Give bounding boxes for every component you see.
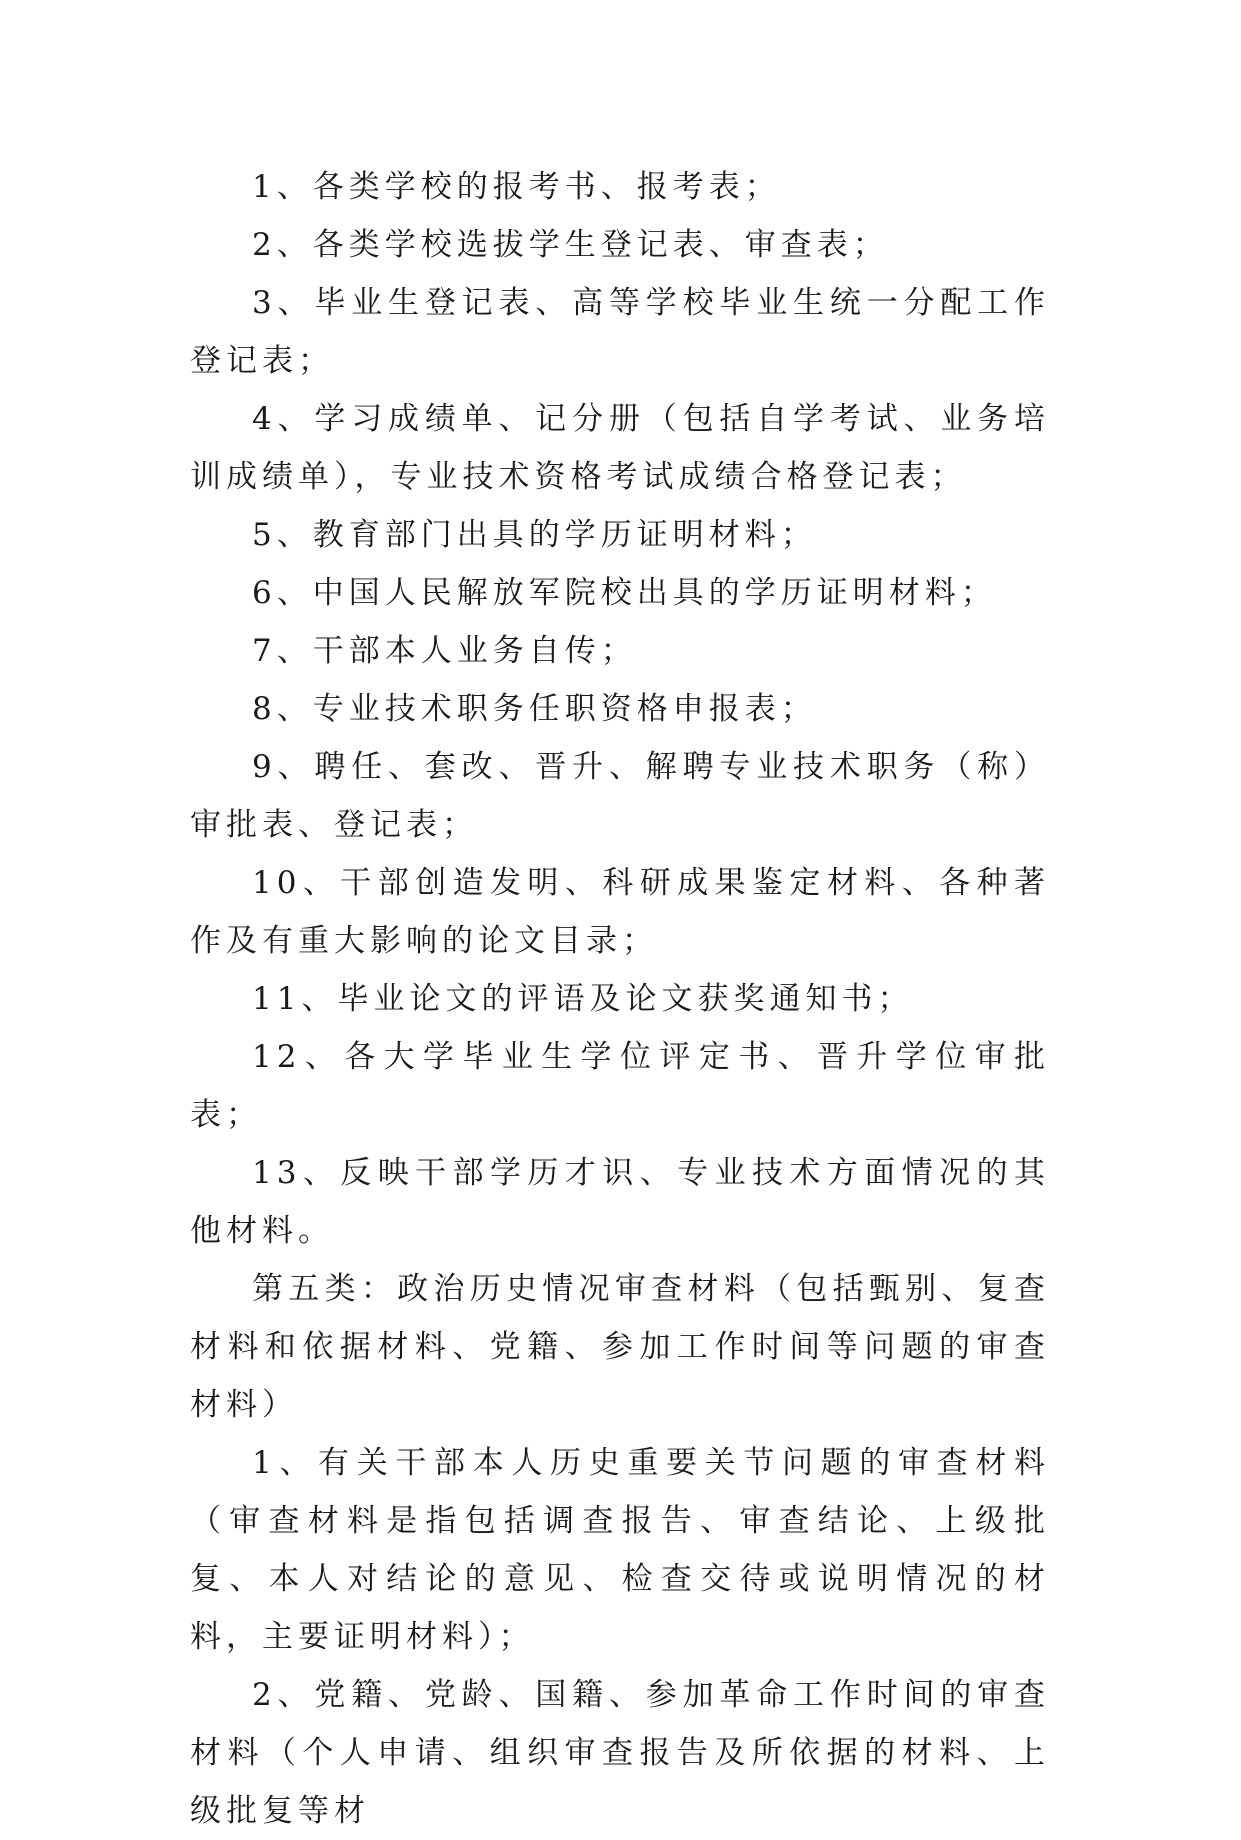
paragraph-2: 2、各类学校选拔学生登记表、审查表； [252, 227, 889, 263]
paragraph-11: 11、毕业论文的评语及论文获奖通知书； [252, 981, 914, 1017]
paragraph-9: 9、聘任、套改、晋升、解聘专业技术职务（称）审批表、登记表； [190, 749, 1050, 843]
paragraph-1: 1、各类学校的报考书、报考表； [252, 169, 781, 205]
paragraph-4: 4、学习成绩单、记分册（包括自学考试、业务培训成绩单），专业技术资格考试成绩合格登记表； [190, 401, 1050, 495]
document-body [190, 158, 1050, 1840]
paragraph-3: 3、毕业生登记表、高等学校毕业生统一分配工作登记表； [190, 285, 1050, 379]
paragraph-12: 12、各大学毕业生学位评定书、晋升学位审批表； [190, 1039, 1050, 1133]
paragraph-category-5-item-2: 2、党籍、党龄、国籍、参加革命工作时间的审查材料（个人申请、组织审查报告及所依据的材料、上级批复等材 [190, 1677, 1050, 1829]
paragraph-10: 10、干部创造发明、科研成果鉴定材料、各种著作及有重大影响的论文目录； [190, 865, 1050, 959]
paragraph-category-5-item-1: 1、有关干部本人历史重要关节问题的审查材料（审查材料是指包括调查报告、审查结论、上级批复、本人对结论的意见、检查交待或说明情况的材料，主要证明材料）； [190, 1445, 1050, 1655]
paragraph-5: 5、教育部门出具的学历证明材料； [252, 517, 817, 553]
paragraph-8: 8、专业技术职务任职资格申报表； [252, 691, 817, 727]
paragraph-7: 7、干部本人业务自传； [252, 633, 637, 669]
section-heading-category-5: 第五类：政治历史情况审查材料（包括甄别、复查材料和依据材料、党籍、参加工作时间等问题的审查材料） [190, 1271, 1050, 1423]
paragraph-6: 6、中国人民解放军院校出具的学历证明材料； [252, 575, 997, 611]
paragraph-13: 13、反映干部学历才识、专业技术方面情况的其他材料。 [190, 1155, 1050, 1249]
